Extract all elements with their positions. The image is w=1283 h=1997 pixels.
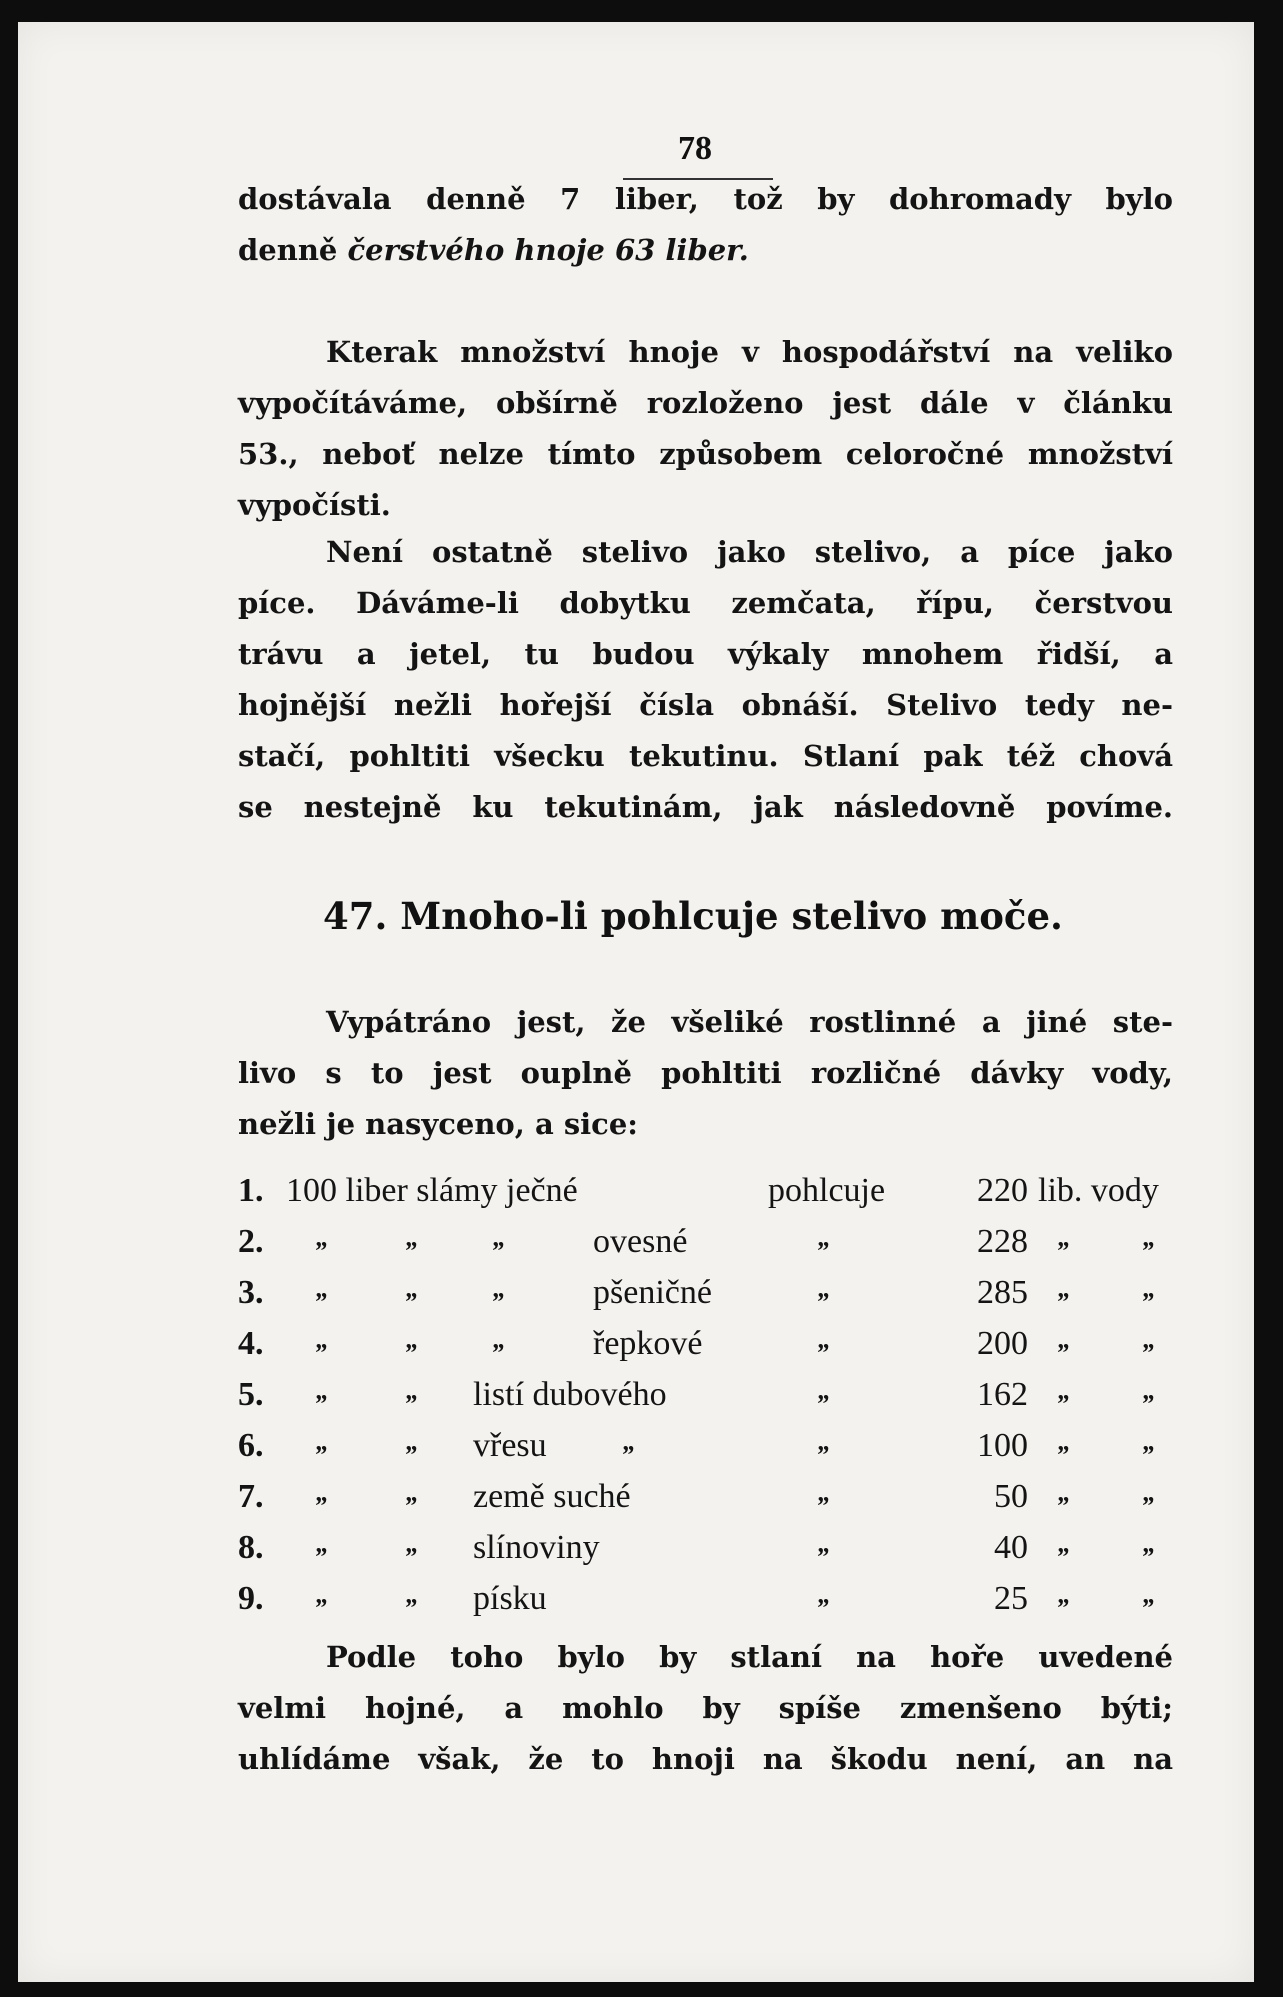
amount: 162 [977, 1376, 1028, 1413]
row-number: 6. [238, 1427, 264, 1464]
ditto-mark: „ [316, 1376, 329, 1405]
ditto-mark: „ [316, 1325, 329, 1354]
text-line: uhlídáme však, že to hnoji na škodu není, an na [238, 1742, 1173, 1776]
text-line: Není ostatně stelivo jako stelivo, a píce jako [326, 535, 1173, 569]
text-line: hojnější nežli hořejší čísla obnáší. Stelivo tedy ne- [238, 688, 1173, 722]
ditto-mark: „ [493, 1325, 506, 1354]
ditto-mark: „ [1143, 1580, 1156, 1609]
ditto-mark: „ [818, 1376, 831, 1405]
paragraph-manure-quantity [238, 327, 1173, 531]
ditto-mark: „ [623, 1427, 636, 1456]
ditto-mark: „ [1058, 1427, 1071, 1456]
paragraph-continuation [238, 174, 1173, 276]
material: řepkové [593, 1325, 703, 1362]
ditto-mark: „ [818, 1529, 831, 1558]
text-line: livo s to jest ouplně pohltiti rozličné dávky vody, [238, 1056, 1173, 1090]
ditto-mark: „ [406, 1325, 419, 1354]
ditto-mark: „ [316, 1478, 329, 1507]
amount: 220 [977, 1172, 1028, 1209]
ditto-mark: „ [1058, 1274, 1071, 1303]
table-row [238, 1325, 1173, 1376]
ditto-mark: „ [316, 1427, 329, 1456]
ditto-mark: „ [406, 1274, 419, 1303]
amount: 100 [977, 1427, 1028, 1464]
row-number: 5. [238, 1376, 264, 1413]
text-line: vypočísti. [238, 488, 391, 522]
material: ovesné [593, 1223, 688, 1260]
table-row [238, 1376, 1173, 1427]
row-number: 3. [238, 1274, 264, 1311]
verb: pohlcuje [768, 1172, 886, 1209]
paragraph-conclusion [238, 1632, 1173, 1785]
ditto-mark: „ [818, 1223, 831, 1252]
ditto-mark: „ [406, 1376, 419, 1405]
row-number: 1. [238, 1172, 264, 1209]
material: listí dubového [473, 1376, 667, 1413]
text-line: se nestejně ku tekutinám, jak následovně povíme. [238, 790, 1173, 824]
table-row [238, 1478, 1173, 1529]
table-row [238, 1580, 1173, 1631]
ditto-mark: „ [1143, 1427, 1156, 1456]
material-full: 100 liber slámy ječné [286, 1172, 578, 1209]
material: písku [473, 1580, 547, 1617]
table-row [238, 1427, 1173, 1478]
ditto-mark: „ [1143, 1478, 1156, 1507]
text-line: 53., neboť nelze tímto způsobem celoročné množství [238, 437, 1173, 471]
ditto-mark: „ [316, 1223, 329, 1252]
table-row [238, 1529, 1173, 1580]
ditto-mark: „ [1058, 1580, 1071, 1609]
text-line: Podle toho bylo by stlaní na hoře uvedené [326, 1640, 1173, 1674]
table-row [238, 1172, 1173, 1223]
row-number: 8. [238, 1529, 264, 1566]
ditto-mark: „ [818, 1580, 831, 1609]
absorption-table [238, 1172, 1173, 1631]
text-line: velmi hojné, a mohlo by spíše zmenšeno býti; [238, 1691, 1173, 1725]
amount: 40 [994, 1529, 1028, 1566]
material: pšeničné [593, 1274, 712, 1311]
ditto-mark: „ [1143, 1274, 1156, 1303]
ditto-mark: „ [1058, 1325, 1071, 1354]
text-line: píce. Dáváme-li dobytku zemčata, řípu, čerstvou [238, 586, 1173, 620]
text-line: trávu a jetel, tu budou výkaly mnohem řidší, a [238, 637, 1173, 671]
text-line: vypočítáváme, obšírně rozloženo jest dále v článku [238, 386, 1173, 420]
material: země suché [473, 1478, 631, 1515]
ditto-mark: „ [1058, 1376, 1071, 1405]
text-line: stačí, pohltiti všecku tekutinu. Stlaní pak též chová [238, 739, 1173, 773]
ditto-mark: „ [406, 1223, 419, 1252]
italic-emphasis: čerstvého hnoje 63 liber. [347, 233, 749, 267]
row-number: 2. [238, 1223, 264, 1260]
ditto-mark: „ [818, 1274, 831, 1303]
material: vřesu [473, 1427, 547, 1464]
row-number: 7. [238, 1478, 264, 1515]
ditto-mark: „ [818, 1478, 831, 1507]
ditto-mark: „ [1058, 1478, 1071, 1507]
ditto-mark: „ [493, 1223, 506, 1252]
ditto-mark: „ [1143, 1223, 1156, 1252]
amount: 285 [977, 1274, 1028, 1311]
ditto-mark: „ [406, 1529, 419, 1558]
book-page [18, 22, 1254, 1982]
amount: 200 [977, 1325, 1028, 1362]
ditto-mark: „ [818, 1427, 831, 1456]
amount: 25 [994, 1580, 1028, 1617]
ditto-mark: „ [1058, 1223, 1071, 1252]
text-line [238, 225, 1173, 276]
ditto-mark: „ [316, 1274, 329, 1303]
text-line: nežli je nasyceno, a sice: [238, 1107, 638, 1141]
amount: 228 [977, 1223, 1028, 1260]
table-row [238, 1223, 1173, 1274]
text-line: Vypátráno jest, že všeliké rostlinné a jiné ste- [326, 1005, 1173, 1039]
ditto-mark: „ [1143, 1376, 1156, 1405]
ditto-mark: „ [316, 1529, 329, 1558]
paragraph-absorption-intro [238, 997, 1173, 1150]
ditto-mark: „ [818, 1325, 831, 1354]
unit: lib. vody [1038, 1172, 1159, 1209]
material: slínoviny [473, 1529, 600, 1566]
ditto-mark: „ [1058, 1529, 1071, 1558]
ditto-mark: „ [493, 1274, 506, 1303]
page-number: 78 [678, 130, 712, 167]
text-fragment: denně [238, 233, 338, 267]
row-number: 4. [238, 1325, 264, 1362]
text-line: Kterak množství hnoje v hospodářství na veliko [326, 335, 1173, 369]
row-number: 9. [238, 1580, 264, 1617]
paragraph-bedding [238, 527, 1173, 833]
ditto-mark: „ [406, 1580, 419, 1609]
ditto-mark: „ [316, 1580, 329, 1609]
ditto-mark: „ [406, 1427, 419, 1456]
table-row [238, 1274, 1173, 1325]
ditto-mark: „ [1143, 1325, 1156, 1354]
amount: 50 [994, 1478, 1028, 1515]
ditto-mark: „ [406, 1478, 419, 1507]
text-line: dostávala denně 7 liber, tož by dohromady bylo [238, 182, 1173, 216]
section-heading: 47. Mnoho-li pohlcuje stelivo moče. [323, 894, 1063, 938]
ditto-mark: „ [1143, 1529, 1156, 1558]
